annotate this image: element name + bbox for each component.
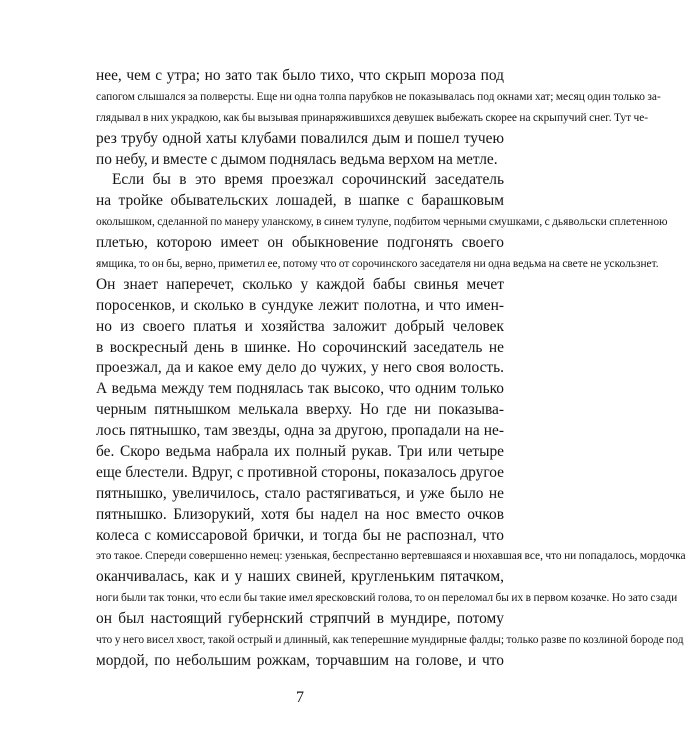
text-line: еще блестели. Вдруг, с противной стороны, показалось другое (96, 463, 504, 481)
text-line: околышком, сделанной по манеру уланскому, в синем тулупе, подбитом черными смушками, с дьявольски сплетенною (96, 216, 668, 229)
text-line: проезжал, да и какое ему дело до чужих, у него своя волость. (96, 359, 504, 377)
text-line: пятнышко. Близорукий, хотя бы надел на нос вместо очков (96, 505, 504, 523)
text-line: пятнышко, увеличилось, стало растягиваться, и уже было не (96, 484, 504, 502)
text-line: нее, чем с утра; но зато так было тихо, что скрып мороза под (96, 67, 504, 84)
text-line: в воскресный день в шинке. Но сорочинский заседатель не (96, 338, 504, 356)
text-line: поросенков, и сколько в сундуке лежит полотна, и что имен- (96, 296, 504, 314)
text-line: ямщика, то он бы, верно, приметил ее, потому что от сорочинского заседателя ни одна ведьма на свете не ускользнет. (96, 258, 659, 271)
text-line: рез трубу одной хаты клубами повалился дым и пошел тучею (96, 129, 504, 147)
text-line: сапогом слышался за полверсты. Еще ни одна толпа парубков не показывалась под окнами хат; месяц один только за- (96, 90, 661, 103)
text-line: это такое. Спереди совершенно немец: узенькая, беспрестанно вертевшаяся и нюхавшая все, что ни попадалось, мордочка (96, 550, 686, 563)
paragraph-start-line: Если бы в это время проезжал сорочинский заседатель (112, 171, 504, 189)
text-line: что у него висел хвост, такой острый и длинный, как теперешние мундирные фалды; только разве по козлиной бороде под (96, 634, 684, 647)
text-line: А ведьма между тем поднялась так высоко, что одним только (96, 380, 504, 398)
text-line: но из своего платья и хозяйства заложит добрый человек (96, 317, 504, 335)
text-line: глядывал в них украдкою, как бы вызывая принаряжившихся девушек выбежать скорее на скрыпучий снег. Тут че- (96, 111, 649, 124)
text-line: лось пятнышко, там звезды, одна за другою, пропадали на не- (96, 422, 504, 440)
text-line: черным пятнышком мелькала вверху. Но где ни показыва- (96, 401, 504, 419)
text-line: Он знает наперечет, сколько у каждой бабы свинья мечет (96, 275, 504, 293)
text-line: плетью, которою имеет он обыкновение подгонять своего (96, 234, 504, 252)
text-line: мордой, по небольшим рожкам, торчавшим на голове, и что (96, 651, 504, 669)
text-line: по небу, и вместе с дымом поднялась ведьма верхом на метле. (96, 150, 498, 168)
text-line: бе. Скоро ведьма набрала их полный рукав. Три или четыре (96, 443, 504, 461)
text-line: на тройке обывательских лошадей, в шапке с барашковым (96, 192, 504, 210)
text-line: он был настоящий губернский стряпчий в мундире, потому (96, 610, 504, 628)
body-text (96, 66, 686, 672)
text-line: колеса с комиссаровой брички, и тогда бы не распознал, что (96, 526, 504, 544)
page-number: 7 (296, 689, 304, 706)
text-line: ноги были так тонки, что если бы такие имел яресковский голова, то он переломал бы их в первом козачке. Но зато сзади (96, 592, 678, 605)
text-line: оканчивалась, как и у наших свиней, кругленьким пятачком, (96, 568, 504, 586)
